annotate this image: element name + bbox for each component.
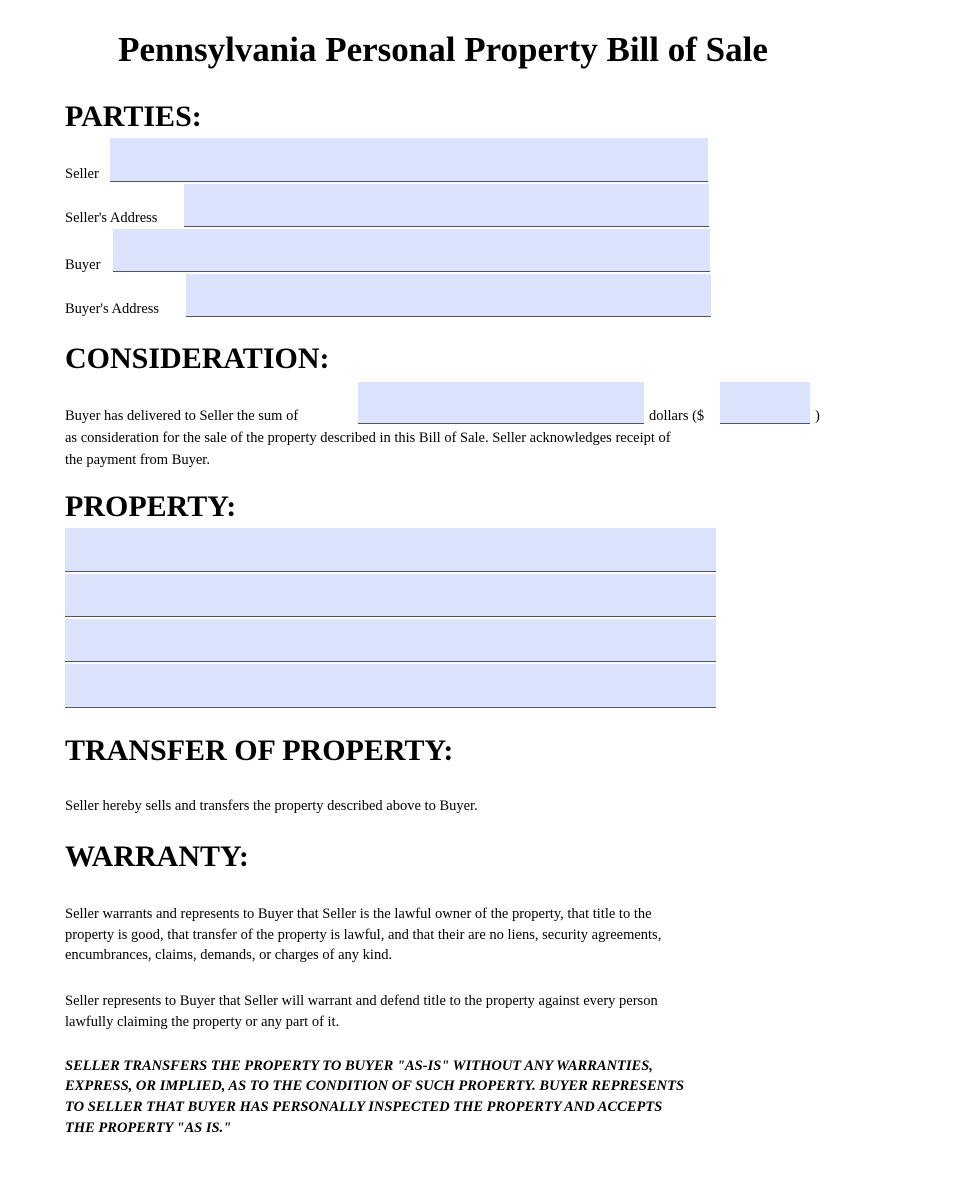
property-line-input[interactable] — [65, 574, 716, 617]
consideration-line-2: as consideration for the sale of the property described in this Bill of Sale. Seller acknowledges receipt of — [65, 430, 671, 446]
warranty-p2-line: lawfully claiming the property or any part of it. — [65, 1014, 340, 1030]
sum-number-input[interactable] — [720, 382, 810, 424]
seller-address-input[interactable] — [184, 184, 709, 227]
property-heading: PROPERTY: — [65, 490, 237, 523]
seller-input[interactable] — [110, 138, 708, 182]
page-title: Pennsylvania Personal Property Bill of Sale — [118, 30, 768, 69]
consideration-close-paren: ) — [815, 408, 820, 424]
consideration-text-start: Buyer has delivered to Seller the sum of — [65, 408, 299, 424]
property-line-input[interactable] — [65, 619, 716, 662]
as-is-disclaimer-line: EXPRESS, OR IMPLIED, AS TO THE CONDITION OF SUCH PROPERTY. BUYER REPRESENTS — [65, 1078, 685, 1094]
transfer-text: Seller hereby sells and transfers the property described above to Buyer. — [65, 798, 478, 814]
seller-label: Seller — [65, 166, 99, 182]
warranty-p2-line: Seller represents to Buyer that Seller will warrant and defend title to the property against every person — [65, 993, 658, 1009]
transfer-heading: TRANSFER OF PROPERTY: — [65, 734, 454, 767]
buyer-address-label: Buyer's Address — [65, 301, 160, 317]
warranty-heading: WARRANTY: — [65, 840, 249, 873]
parties-heading: PARTIES: — [65, 100, 202, 133]
as-is-disclaimer-line: SELLER TRANSFERS THE PROPERTY TO BUYER "AS-IS" WITHOUT ANY WARRANTIES, — [65, 1058, 653, 1074]
property-line-input[interactable] — [65, 528, 716, 572]
consideration-heading: CONSIDERATION: — [65, 342, 330, 375]
warranty-p1-line: Seller warrants and represents to Buyer that Seller is the lawful owner of the property, that title to the — [65, 906, 652, 922]
as-is-disclaimer-line: THE PROPERTY "AS IS." — [65, 1120, 232, 1136]
consideration-line-3: the payment from Buyer. — [65, 452, 210, 468]
buyer-label: Buyer — [65, 257, 101, 273]
as-is-disclaimer-line: TO SELLER THAT BUYER HAS PERSONALLY INSPECTED THE PROPERTY AND ACCEPTS — [65, 1099, 663, 1115]
sum-words-input[interactable] — [358, 382, 644, 424]
seller-address-label: Seller's Address — [65, 210, 158, 226]
buyer-address-input[interactable] — [186, 274, 711, 317]
property-line-input[interactable] — [65, 664, 716, 708]
warranty-p1-line: property is good, that transfer of the property is lawful, and that their are no liens, security agreements, — [65, 927, 662, 943]
buyer-input[interactable] — [113, 229, 710, 272]
warranty-p1-line: encumbrances, claims, demands, or charges of any kind. — [65, 947, 393, 963]
consideration-dollars-text: dollars ($ — [649, 408, 705, 424]
